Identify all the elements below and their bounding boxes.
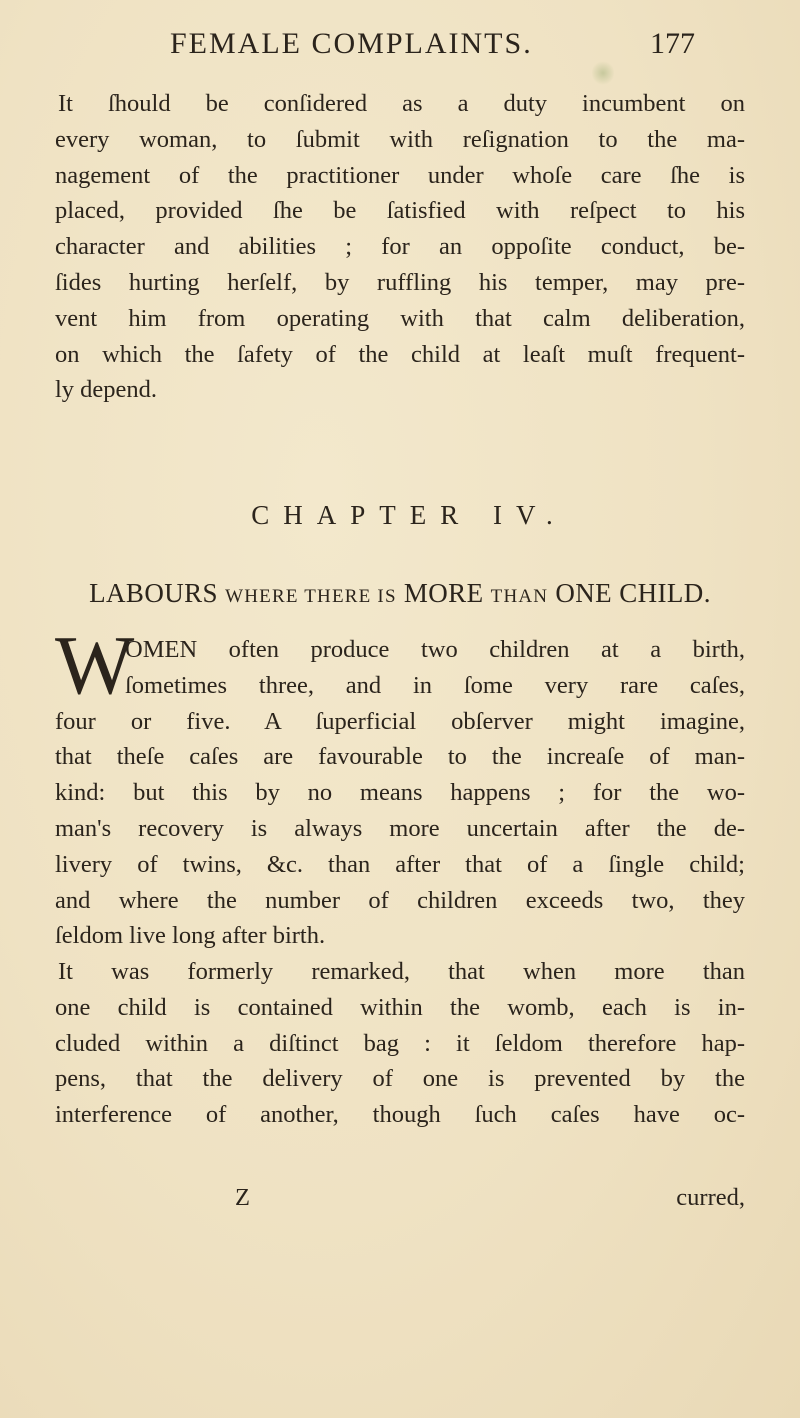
text-line: cluded within a diſtinct bag : it ſeldom therefore hap- [55,1029,745,1057]
text-line: four or five. A ſuperficial obſerver might imagine, [55,707,745,735]
text-line: man's recovery is always more uncertain after the de- [55,814,745,842]
text-line: and where the number of children exceeds two, they [55,886,745,914]
text-line: character and abilities ; for an oppoſite conduct, be- [55,233,745,261]
chapter-heading: CHAPTER IV. [251,500,567,530]
text-line: vent him from operating with that calm deliberation, [55,304,745,332]
subheading-part: LABOURS [89,578,218,608]
drop-cap: W [55,619,135,712]
chapter-subheading [55,578,745,609]
page-number: 177 [650,27,695,60]
running-title: FEMALE COMPLAINTS. [170,27,533,60]
subheading-part: MORE [403,578,484,608]
text-line: on which the ſafety of the child at leaſt muſt frequent- [55,340,745,368]
page-footer [55,1180,745,1216]
text-line: ſides hurting herſelf, by ruffling his temper, may pre- [55,268,745,296]
text-line: every woman, to ſubmit with reſignation to the ma- [55,125,745,153]
text-line: nagement of the practitioner under whoſe care ſhe is [55,161,745,189]
subheading-part: THAN [490,586,549,607]
text-line: OMEN often produce two children at a birth, [125,636,745,663]
text-line: It was formerly remarked, that when more than [58,958,745,985]
catchword: curred, [676,1184,745,1211]
paragraph-1 [55,86,745,408]
text-line: ly depend. [55,376,158,404]
text-line: ſeldom live long after birth. [55,922,326,950]
running-head [0,24,800,64]
text-line: It ſhould be conſidered as a duty incumbent on [58,90,745,117]
text-line: pens, that the delivery of one is prevented by the [55,1065,745,1093]
subheading-part: ONE CHILD. [555,578,711,608]
paper-stain [592,60,614,86]
paragraph-2 [55,632,745,954]
signature-mark: Z [235,1184,250,1211]
text-line: livery of twins, &c. than after that of a ſingle child; [55,850,745,878]
text-line: placed, provided ſhe be ſatisfied with reſpect to his [55,197,745,225]
text-line: that theſe caſes are favourable to the increaſe of man- [55,743,745,771]
paragraph-3 [55,954,745,1133]
text-line: interference of another, though ſuch caſes have oc- [55,1101,745,1129]
text-line: kind: but this by no means happens ; for the wo- [55,779,745,807]
subheading-part: WHERE THERE IS [225,586,397,607]
text-line: one child is contained within the womb, each is in- [55,993,745,1021]
text-line: ſometimes three, and in ſome very rare caſes, [125,671,745,699]
